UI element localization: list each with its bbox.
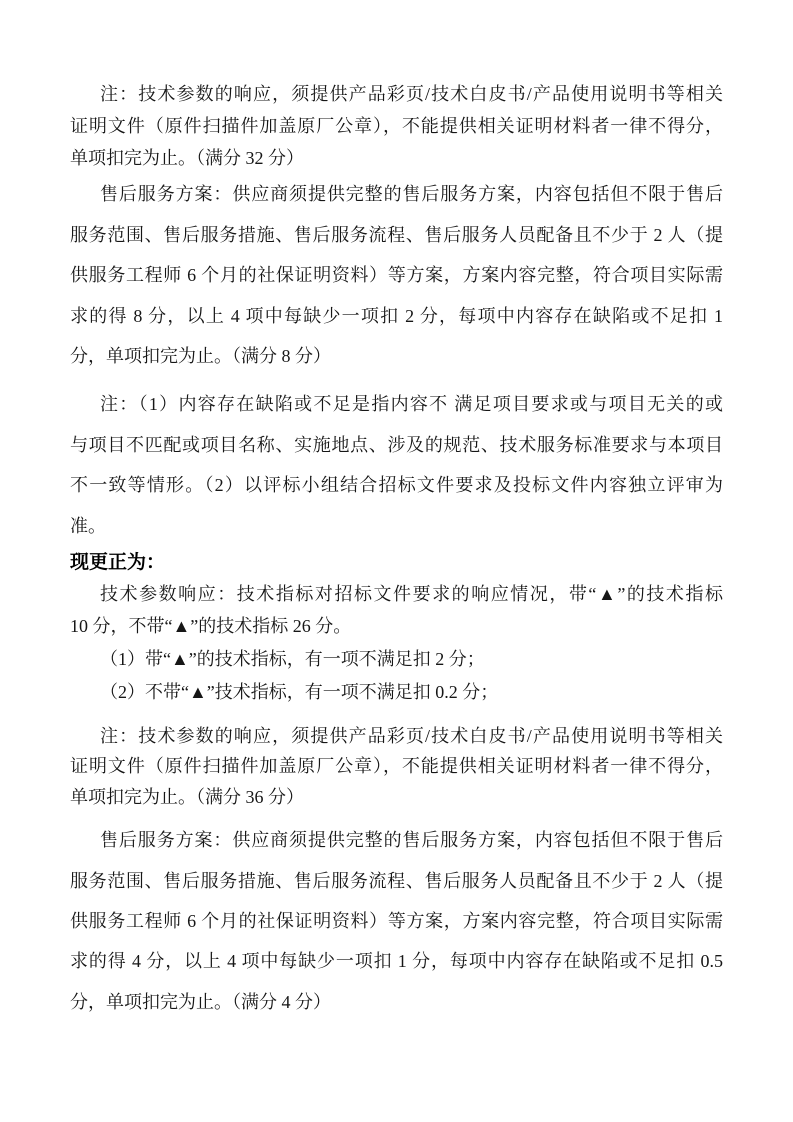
text-line: 单项扣完为止。（满分 36 分） bbox=[70, 786, 304, 807]
text-line: 注：技术参数的响应，须提供产品彩页/技术白皮书/产品使用说明书等相关 bbox=[100, 84, 723, 104]
text-line: 求的得 8 分，以上 4 项中每缺少一项扣 2 分，每项中内容存在缺陷或不足扣 1 bbox=[70, 305, 723, 326]
paragraph-tech-params-response-corrected bbox=[70, 579, 723, 643]
text-line: 注：（1）内容存在缺陷或不足是指内容不 满足项目要求或与项目无关的或 bbox=[100, 394, 723, 415]
paragraph-after-sales-plan-corrected bbox=[70, 820, 723, 1022]
text-line: 准。 bbox=[70, 515, 106, 536]
text-line: 注：技术参数的响应，须提供产品彩页/技术白皮书/产品使用说明书等相关 bbox=[100, 725, 723, 746]
text-line: 服务范围、售后服务措施、售后服务流程、售后服务人员配备且不少于 2 人（提 bbox=[70, 224, 723, 245]
paragraph-note-defect-definition bbox=[70, 384, 723, 546]
paragraph-note-tech-params-original bbox=[70, 79, 723, 174]
paragraph-correction-heading bbox=[70, 546, 723, 579]
text-line: 服务范围、售后服务措施、售后服务流程、售后服务人员配备且不少于 2 人（提 bbox=[70, 870, 723, 891]
text-line: （1）带“▲”的技术指标，有一项不满足扣 2 分； bbox=[100, 648, 485, 669]
text-line: 供服务工程师 6 个月的社保证明资料）等方案，方案内容完整，符合项目实际需 bbox=[70, 910, 723, 931]
paragraph-deduction-item-1 bbox=[70, 643, 723, 676]
text-line: 分，单项扣完为止。（满分 4 分） bbox=[70, 991, 331, 1012]
text-line: 售后服务方案：供应商须提供完整的售后服务方案，内容包括但不限于售后 bbox=[100, 184, 723, 205]
text-line: 供服务工程师 6 个月的社保证明资料）等方案，方案内容完整，符合项目实际需 bbox=[70, 265, 723, 286]
text-line: 求的得 4 分，以上 4 项中每缺少一项扣 1 分，每项中内容存在缺陷或不足扣 0.5 bbox=[70, 951, 723, 972]
paragraph-deduction-item-2 bbox=[70, 676, 723, 709]
text-line: 不一致等情形。（2）以评标小组结合招标文件要求及投标文件内容独立评审为 bbox=[70, 475, 723, 496]
paragraph-after-sales-plan-original bbox=[70, 174, 723, 376]
text-line: 分，单项扣完为止。（满分 8 分） bbox=[70, 346, 331, 367]
text-line: （2）不带“▲”技术指标，有一项不满足扣 0.2 分； bbox=[100, 681, 499, 702]
text-line: 10 分，不带“▲”的技术指标 26 分。 bbox=[70, 615, 352, 636]
text-line: 证明文件（原件扫描件加盖原厂公章），不能提供相关证明材料者一律不得分， bbox=[70, 115, 723, 136]
heading-line: 现更正为： bbox=[70, 552, 166, 574]
document-body bbox=[70, 79, 723, 1022]
text-line: 技术参数响应：技术指标对招标文件要求的响应情况，带“▲”的技术指标 bbox=[100, 584, 723, 605]
paragraph-note-tech-params-corrected bbox=[70, 721, 723, 813]
text-line: 售后服务方案：供应商须提供完整的售后服务方案，内容包括但不限于售后 bbox=[100, 830, 723, 851]
text-line: 单项扣完为止。（满分 32 分） bbox=[70, 147, 304, 168]
text-line: 证明文件（原件扫描件加盖原厂公章），不能提供相关证明材料者一律不得分， bbox=[70, 756, 723, 777]
text-line: 与项目不匹配或项目名称、实施地点、涉及的规范、技术服务标准要求与本项目 bbox=[70, 434, 723, 455]
